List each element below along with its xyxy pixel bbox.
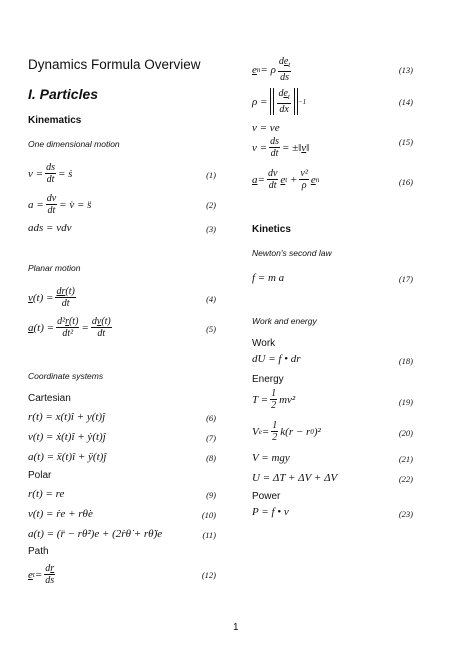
- equation-number: (1): [206, 170, 216, 180]
- equation-number: (20): [398, 428, 413, 438]
- equation-number: (19): [398, 397, 413, 407]
- equation-4: v (t) = $\frac{dr(t)}{dt}$: [28, 286, 75, 309]
- equation-number: (5): [206, 324, 216, 334]
- equation-number: (13): [398, 65, 413, 75]
- equation-number: (14): [398, 97, 413, 107]
- equation-2: a = $\frac{dv}{dt}$ = v̇ = s̈: [28, 193, 92, 216]
- equation-number: (6): [206, 413, 216, 423]
- equation-17: f = m a: [252, 272, 285, 284]
- equation-number: (9): [206, 490, 216, 500]
- kinetics-heading: Kinetics: [252, 224, 291, 235]
- equation-1: v = $\frac{ds}{dt}$ = ṡ: [28, 162, 73, 185]
- page-title: Dynamics Formula Overview: [28, 57, 201, 72]
- equation-19: T = $\frac{1}{2}$ mv²: [252, 388, 296, 411]
- planar-motion-heading: Planar motion: [28, 263, 81, 273]
- equation-6: r(t) = x(t)î + y(t)ĵ: [28, 411, 106, 423]
- equation-number: (15): [398, 137, 413, 147]
- equation-21: V = mgy: [252, 452, 290, 464]
- equation-number: (12): [201, 570, 216, 580]
- page-number: 1: [233, 622, 239, 633]
- equation-number: (23): [398, 509, 413, 519]
- equation-18: dU = f • dr: [252, 353, 301, 365]
- coordinate-systems-heading: Coordinate systems: [28, 371, 104, 381]
- equation-11: a(t) = (r̈ − rθ̇²)e + (2ṙθ̇ + rθ̈)e: [28, 528, 163, 540]
- equation-number: (17): [398, 274, 413, 284]
- power-heading: Power: [252, 491, 281, 502]
- equation-14: ρ = $\frac{de_t}{dx}$ −1: [252, 88, 307, 115]
- equation-15a: v = ve: [252, 122, 280, 134]
- section-heading: I. Particles: [28, 86, 99, 102]
- equation-number: (11): [202, 530, 216, 540]
- equation-number: (18): [398, 356, 413, 366]
- equation-16: a = $\frac{dv}{dt}$ e t + $\frac{\text{v²}}{\rho}$ e n: [252, 168, 320, 191]
- equation-number: (16): [398, 177, 413, 187]
- equation-5: a (t) = $\frac{\text{d²r(t)}}{\text{dt²}}$ = $\frac{dv(t)}{dt}$: [28, 316, 111, 339]
- work-and-energy-heading: Work and energy: [252, 316, 317, 326]
- path-heading: Path: [28, 546, 49, 557]
- cartesian-heading: Cartesian: [28, 393, 71, 404]
- one-dim-motion-heading: One dimensional motion: [28, 139, 120, 149]
- equation-23: P = f • v: [252, 506, 289, 518]
- equation-number: (4): [206, 294, 216, 304]
- equation-3: ads = vdv: [28, 222, 72, 234]
- equation-22: U = ΔT + ΔV + ΔV: [252, 472, 338, 484]
- equation-number: (10): [201, 510, 216, 520]
- kinematics-heading: Kinematics: [28, 115, 82, 126]
- equation-number: (8): [206, 453, 216, 463]
- equation-13: e n = ρ $\frac{de_t}{ds}$: [252, 56, 291, 83]
- equation-15b: v = $\frac{ds}{dt}$ = ±‖ v ‖: [252, 136, 310, 159]
- equation-9: r(t) = re: [28, 488, 65, 500]
- polar-heading: Polar: [28, 470, 52, 481]
- equation-number: (7): [206, 433, 216, 443]
- equation-number: (2): [206, 200, 216, 210]
- equation-7: v(t) = ẋ(t)î + ẏ(t)ĵ: [28, 431, 106, 443]
- energy-heading: Energy: [252, 374, 284, 385]
- equation-8: a(t) = ẍ(t)î + ÿ(t)ĵ: [28, 451, 107, 463]
- equation-number: (22): [398, 474, 413, 484]
- equation-10: v(t) = ṙe + rθ̇e: [28, 508, 93, 520]
- equation-number: (3): [206, 224, 216, 234]
- newtons-second-law-heading: Newton's second law: [252, 248, 332, 258]
- equation-20: V e = $\frac{1}{2}$ k(r − r 0 )²: [252, 420, 321, 443]
- equation-number: (21): [398, 454, 413, 464]
- equation-12: e t = $\frac{dr}{ds}$: [28, 563, 55, 586]
- work-heading: Work: [252, 338, 276, 349]
